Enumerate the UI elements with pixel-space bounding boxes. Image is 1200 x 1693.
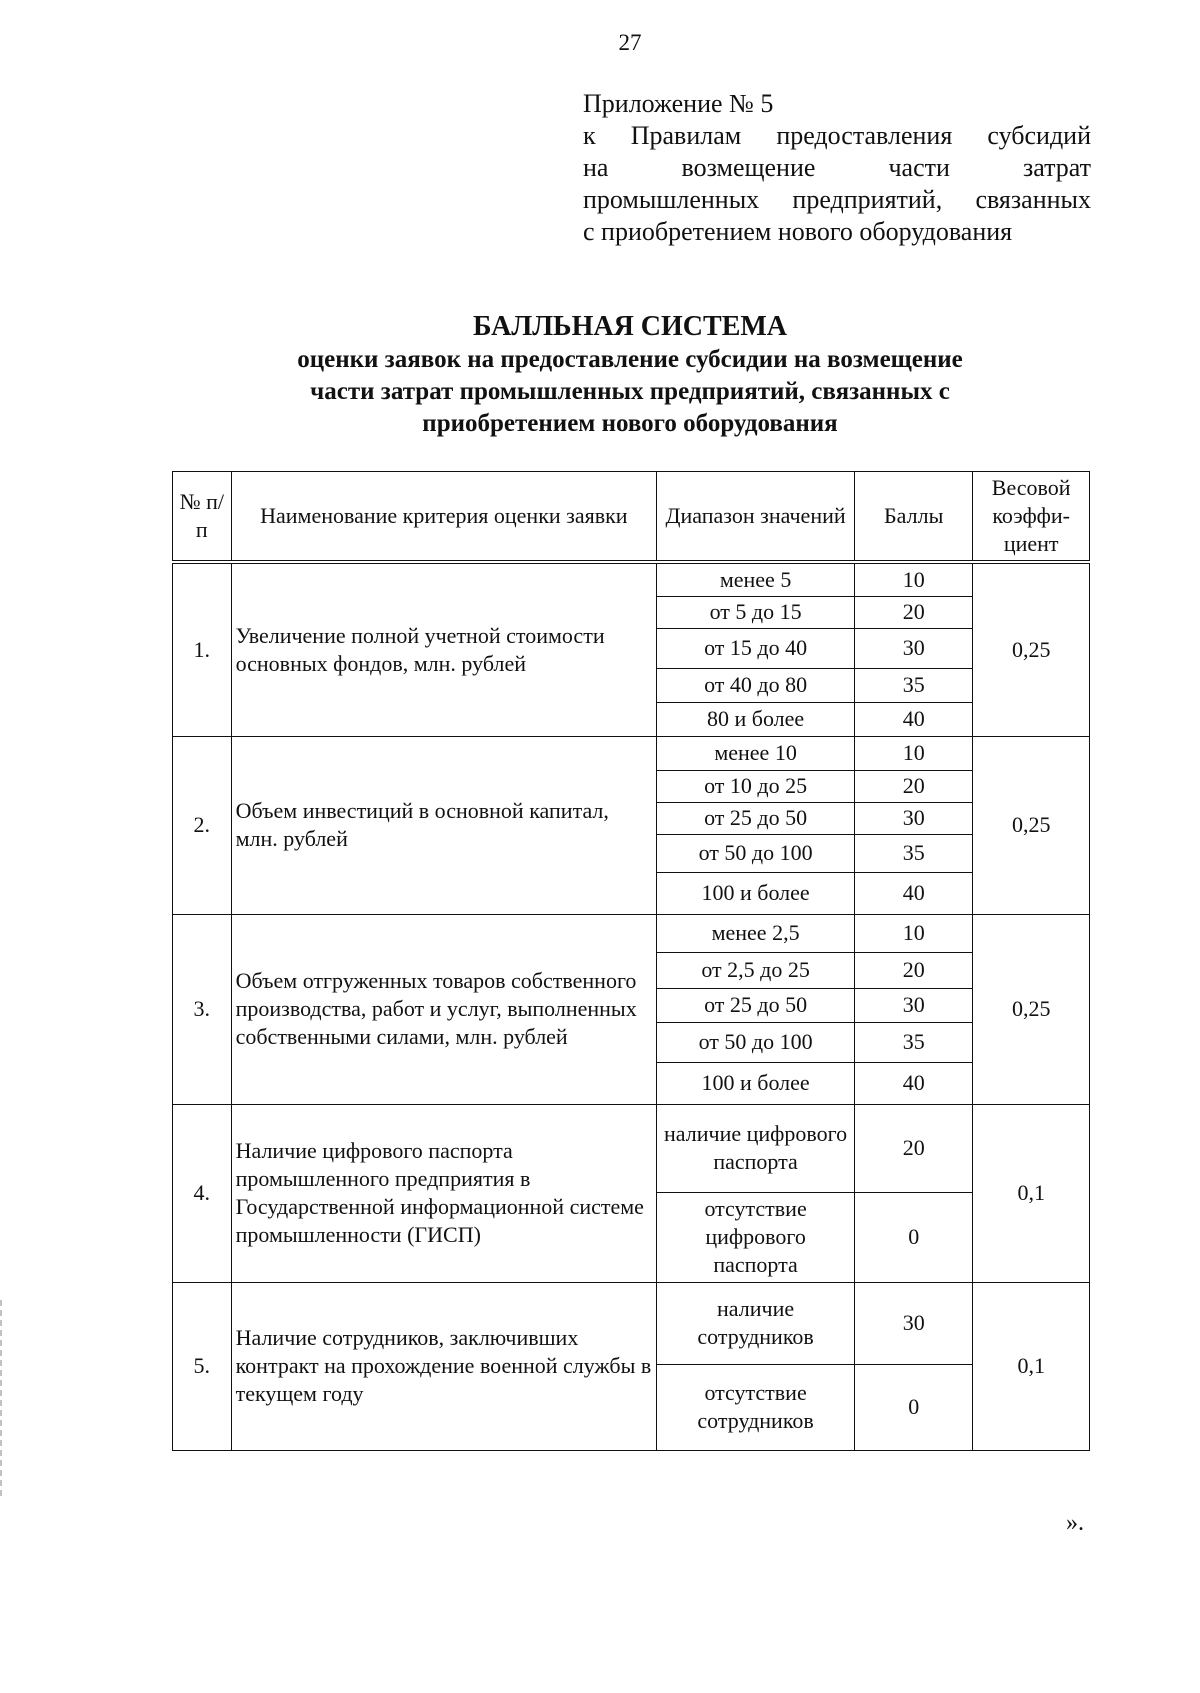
value-range: от 15 до 40: [657, 628, 855, 668]
header-score: Баллы: [855, 472, 973, 563]
value-range: менее 2,5: [657, 914, 855, 952]
score: 10: [855, 914, 973, 952]
criterion-name: Объем инвестиций в основной капитал, млн. рублей: [231, 736, 657, 914]
appendix-line: с приобретением нового оборудования: [583, 217, 1013, 246]
criterion-number: 2.: [173, 736, 232, 914]
value-range: от 50 до 100: [657, 1022, 855, 1062]
value-range: наличие цифрового паспорта: [657, 1104, 855, 1192]
score: 20: [855, 770, 973, 802]
title-subtitle-line: приобретением нового оборудования: [422, 410, 838, 437]
criterion-name: Наличие сотрудников, заключивших контракт на прохождение военной службы в текущем году: [231, 1282, 657, 1450]
score: 20: [855, 1104, 973, 1192]
score: 0: [855, 1192, 973, 1282]
appendix-number: Приложение № 5: [583, 89, 774, 118]
weight-coefficient: 0,25: [973, 736, 1090, 914]
score: 35: [855, 1022, 973, 1062]
criterion-name: Наличие цифрового паспорта промышленного предприятия в Государственной информационной системе промышленности (ГИСП): [231, 1104, 657, 1282]
table-row: [173, 1104, 1090, 1192]
value-range: менее 5: [657, 562, 855, 596]
header-criterion-name: Наименование критерия оценки заявки: [231, 472, 657, 563]
weight-coefficient: 0,25: [973, 562, 1090, 736]
value-range: 80 и более: [657, 702, 855, 736]
criterion-number: 5.: [173, 1282, 232, 1450]
score: 10: [855, 562, 973, 596]
weight-coefficient: 0,1: [973, 1282, 1090, 1450]
table-row: [173, 562, 1090, 596]
page-number: 27: [618, 30, 642, 55]
title-subtitle-line: оценки заявок на предоставление субсидии на возмещение: [297, 346, 963, 373]
score: 35: [855, 668, 973, 702]
table-row: [173, 1282, 1090, 1364]
value-range: отсутствие цифрового паспорта: [657, 1192, 855, 1282]
score: 40: [855, 872, 973, 914]
appendix-line: к Правилам предоставления субсидий: [583, 121, 1091, 150]
value-range: от 10 до 25: [657, 770, 855, 802]
value-range: от 50 до 100: [657, 834, 855, 872]
criterion-number: 4.: [173, 1104, 232, 1282]
value-range: наличие сотрудников: [657, 1282, 855, 1364]
weight-coefficient: 0,1: [973, 1104, 1090, 1282]
value-range: 100 и более: [657, 1062, 855, 1104]
header-range: Диапазон значений: [657, 472, 855, 563]
value-range: от 5 до 15: [657, 596, 855, 628]
score: 30: [855, 1282, 973, 1364]
score: 20: [855, 596, 973, 628]
table-row: [173, 736, 1090, 770]
table-row: [173, 914, 1090, 952]
value-range: отсутствие сотрудников: [657, 1364, 855, 1450]
criterion-name: Объем отгруженных товаров собственного производства, работ и услуг, выполненных собственными силами, млн. рублей: [231, 914, 657, 1104]
table-body: [173, 562, 1090, 1450]
appendix-line: промышленных предприятий, связанных: [583, 185, 1091, 214]
scan-edge-artifact: [0, 1300, 2, 1500]
score: 40: [855, 702, 973, 736]
scoring-table: [172, 471, 1090, 1451]
closing-quote: ».: [1066, 1510, 1084, 1536]
header-weight: Весовой коэффи-циент: [973, 472, 1090, 563]
value-range: от 2,5 до 25: [657, 952, 855, 988]
value-range: 100 и более: [657, 872, 855, 914]
value-range: от 25 до 50: [657, 988, 855, 1022]
value-range: менее 10: [657, 736, 855, 770]
document-title: [200, 310, 1060, 440]
title-main: БАЛЛЬНАЯ СИСТЕМА: [472, 311, 788, 342]
appendix-header: [583, 88, 1091, 248]
value-range: от 25 до 50: [657, 802, 855, 834]
header-num: № п/п: [173, 472, 232, 563]
value-range: от 40 до 80: [657, 668, 855, 702]
appendix-line: на возмещение части затрат: [583, 153, 1091, 182]
title-subtitle-line: части затрат промышленных предприятий, связанных с: [310, 378, 950, 405]
score: 10: [855, 736, 973, 770]
score: 35: [855, 834, 973, 872]
criterion-name: Увеличение полной учетной стоимости основных фондов, млн. рублей: [231, 562, 657, 736]
score: 30: [855, 628, 973, 668]
score: 40: [855, 1062, 973, 1104]
table-header-row: [173, 472, 1090, 563]
criterion-number: 3.: [173, 914, 232, 1104]
score: 30: [855, 988, 973, 1022]
criterion-number: 1.: [173, 562, 232, 736]
score: 30: [855, 802, 973, 834]
score: 20: [855, 952, 973, 988]
score: 0: [855, 1364, 973, 1450]
weight-coefficient: 0,25: [973, 914, 1090, 1104]
